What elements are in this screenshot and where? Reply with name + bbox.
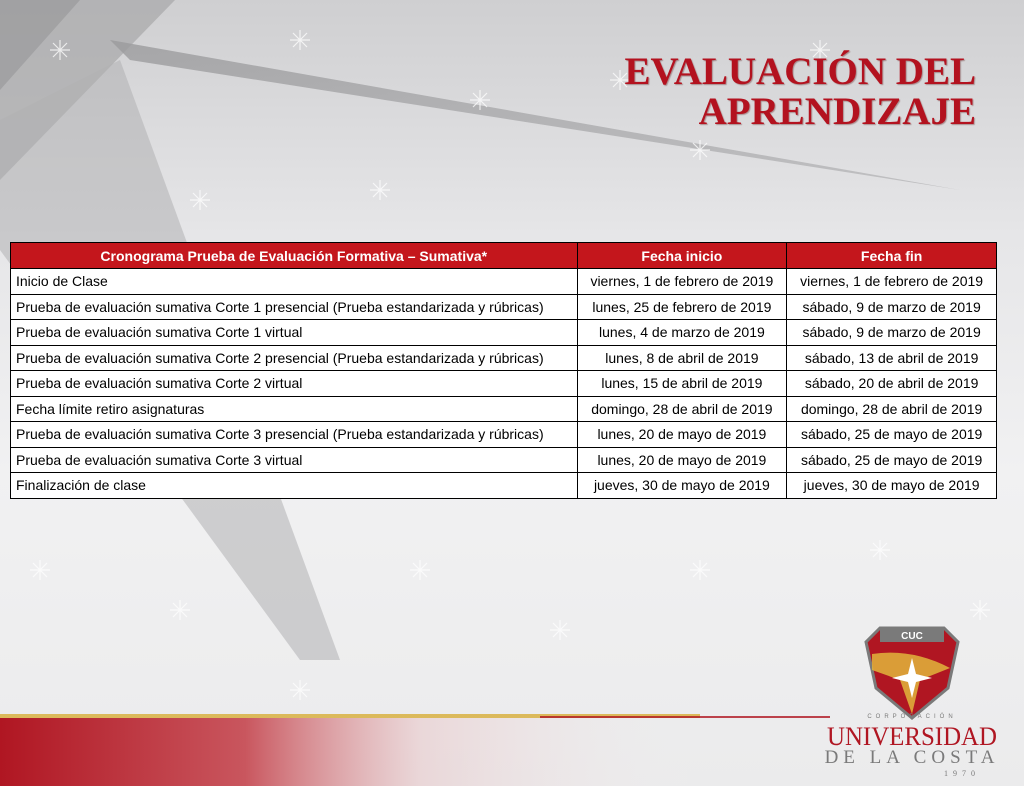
shield-text: CUC: [901, 631, 923, 642]
activity-cell: Prueba de evaluación sumativa Corte 2 presencial (Prueba estandarizada y rúbricas): [11, 345, 578, 371]
activity-cell: Inicio de Clase: [11, 269, 578, 295]
end-date-cell: sábado, 20 de abril de 2019: [787, 371, 997, 397]
activity-cell: Prueba de evaluación sumativa Corte 3 virtual: [11, 447, 578, 473]
table-row: [11, 320, 997, 346]
logo-de-la-costa: DE LA COSTA: [824, 747, 1000, 768]
end-date-cell: jueves, 30 de mayo de 2019: [787, 473, 997, 499]
logo-universidad: UNIVERSIDAD: [827, 722, 997, 751]
end-date-cell: sábado, 9 de marzo de 2019: [787, 294, 997, 320]
shield-emblem: [866, 628, 958, 718]
header-start-date: Fecha inicio: [577, 243, 787, 269]
header-activity: Cronograma Prueba de Evaluación Formativa – Sumativa*: [11, 243, 578, 269]
end-date-cell: sábado, 25 de mayo de 2019: [787, 447, 997, 473]
start-date-cell: domingo, 28 de abril de 2019: [577, 396, 787, 422]
end-date-cell: viernes, 1 de febrero de 2019: [787, 269, 997, 295]
university-logo: [820, 618, 1004, 778]
end-date-cell: domingo, 28 de abril de 2019: [787, 396, 997, 422]
start-date-cell: lunes, 20 de mayo de 2019: [577, 447, 787, 473]
end-date-cell: sábado, 13 de abril de 2019: [787, 345, 997, 371]
title-line-2: APRENDIZAJE: [698, 90, 976, 133]
activity-cell: Prueba de evaluación sumativa Corte 1 presencial (Prueba estandarizada y rúbricas): [11, 294, 578, 320]
header-end-date: Fecha fin: [787, 243, 997, 269]
activity-cell: Prueba de evaluación sumativa Corte 3 presencial (Prueba estandarizada y rúbricas): [11, 422, 578, 448]
end-date-cell: sábado, 9 de marzo de 2019: [787, 320, 997, 346]
start-date-cell: lunes, 15 de abril de 2019: [577, 371, 787, 397]
title-line-1: EVALUACIÓN DEL: [624, 50, 976, 93]
table-row: [11, 345, 997, 371]
table-row: [11, 447, 997, 473]
table-row: [11, 422, 997, 448]
start-date-cell: lunes, 8 de abril de 2019: [577, 345, 787, 371]
start-date-cell: viernes, 1 de febrero de 2019: [577, 269, 787, 295]
table-row: [11, 473, 997, 499]
start-date-cell: lunes, 20 de mayo de 2019: [577, 422, 787, 448]
activity-cell: Finalización de clase: [11, 473, 578, 499]
start-date-cell: lunes, 4 de marzo de 2019: [577, 320, 787, 346]
start-date-cell: lunes, 25 de febrero de 2019: [577, 294, 787, 320]
activity-cell: Prueba de evaluación sumativa Corte 2 virtual: [11, 371, 578, 397]
activity-cell: Fecha límite retiro asignaturas: [11, 396, 578, 422]
slide-title: [625, 52, 976, 132]
table-header-row: [11, 243, 997, 269]
start-date-cell: jueves, 30 de mayo de 2019: [577, 473, 787, 499]
table-row: [11, 396, 997, 422]
end-date-cell: sábado, 25 de mayo de 2019: [787, 422, 997, 448]
table-row: [11, 269, 997, 295]
activity-cell: Prueba de evaluación sumativa Corte 1 virtual: [11, 320, 578, 346]
logo-corporacion: CORPORACIÓN: [867, 714, 957, 720]
table-row: [11, 371, 997, 397]
schedule-table: [10, 242, 997, 499]
table-row: [11, 294, 997, 320]
logo-year: 1970: [944, 769, 980, 778]
